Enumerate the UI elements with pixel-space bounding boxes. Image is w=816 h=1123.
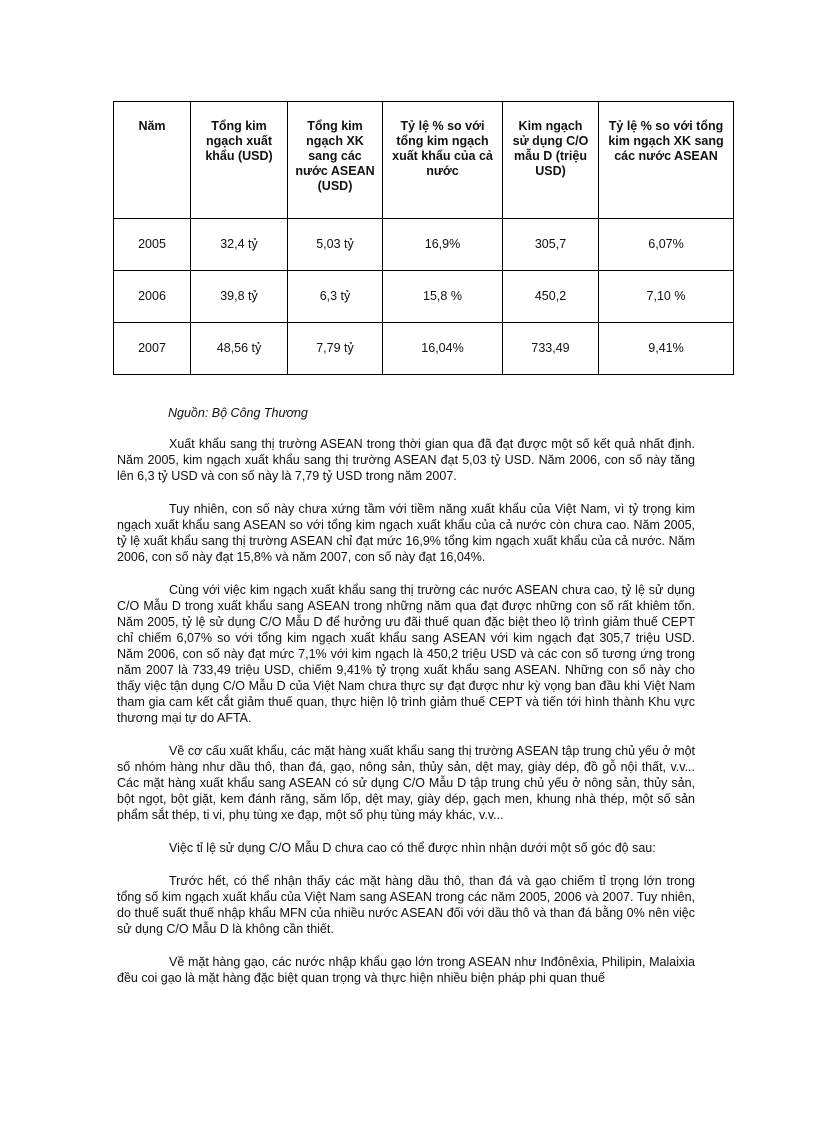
- table-cell: 48,56 tỷ: [191, 323, 288, 375]
- table-row: [114, 323, 734, 375]
- header-total-export: Tổng kim ngạch xuất khẩu (USD): [191, 102, 288, 219]
- table-cell: 2006: [114, 271, 191, 323]
- source-note: Nguồn: Bộ Công Thương: [168, 406, 308, 420]
- header-year: Năm: [114, 102, 191, 219]
- table-cell: 733,49: [503, 323, 599, 375]
- table-cell: 2005: [114, 219, 191, 271]
- table-cell: 6,3 tỷ: [288, 271, 383, 323]
- table-cell: 5,03 tỷ: [288, 219, 383, 271]
- table-cell: 305,7: [503, 219, 599, 271]
- table-cell: 2007: [114, 323, 191, 375]
- table-cell: 16,04%: [383, 323, 503, 375]
- paragraph: Về mặt hàng gạo, các nước nhập khẩu gạo lớn trong ASEAN như Inđônêxia, Philipin, Malaixia đều coi gạo là mặt hàng đặc biệt quan trọng và thực hiện nhiều biện pháp phi quan thuế: [117, 955, 695, 985]
- table-cell: 6,07%: [599, 219, 734, 271]
- paragraph: Xuất khẩu sang thị trường ASEAN trong thời gian qua đã đạt được một số kết quả nhất định. Năm 2005, kim ngạch xuất khẩu sang thị trường ASEAN đạt 5,03 tỷ USD. Năm 2006, con số này tăng lên 6,3 tỷ USD và con số này là 7,79 tỷ USD trong năm 2007.: [117, 437, 695, 483]
- table-row: [114, 219, 734, 271]
- table-cell: 450,2: [503, 271, 599, 323]
- table-row: [114, 271, 734, 323]
- header-share-of-asean: Tỷ lệ % so với tổng kim ngạch XK sang các nước ASEAN: [599, 102, 734, 219]
- table-cell: 39,8 tỷ: [191, 271, 288, 323]
- table-cell: 16,9%: [383, 219, 503, 271]
- export-statistics-table: [113, 101, 734, 375]
- table-cell: 7,10 %: [599, 271, 734, 323]
- header-asean-export: Tổng kim ngạch XK sang các nước ASEAN (USD): [288, 102, 383, 219]
- header-co-form-d-value: Kim ngạch sử dụng C/O mẫu D (triệu USD): [503, 102, 599, 219]
- table-cell: 7,79 tỷ: [288, 323, 383, 375]
- paragraph: Trước hết, có thể nhận thấy các mặt hàng dầu thô, than đá và gạo chiếm tỉ trọng lớn trong tổng số kim ngạch xuất khẩu của Việt Nam sang ASEAN trong các năm 2005, 2006 và 2007. Tuy nhiên, do thuế suất thuế nhập khẩu MFN của nhiều nước ASEAN đối với dầu thô và than đá bằng 0% nên việc sử dụng C/O Mẫu D là không cần thiết.: [117, 874, 695, 936]
- paragraph: Cùng với việc kim ngạch xuất khẩu sang thị trường các nước ASEAN chưa cao, tỷ lệ sử dụng C/O Mẫu D trong xuất khẩu sang ASEAN trong những năm qua đạt được những con số rất khiêm tốn. Năm 2005, tỷ lệ sử dụng C/O Mẫu D để hưởng ưu đãi thuế quan đặc biệt theo lộ trình giảm thuế CEPT chỉ chiếm 6,07% so với tổng kim ngạch xuất khẩu sang ASEAN với kim ngạch đạt 305,7 triệu USD. Năm 2006, con số này đạt mức 7,1% với kim ngạch là 450,2 triệu USD và các con số tương ứng trong năm 2007 là 733,49 triệu USD, chiếm 9,41% tỷ trọng xuất khẩu sang ASEAN. Những con số này cho thấy việc tận dụng C/O Mẫu D của Việt Nam chưa thực sự đạt được như kỳ vọng ban đầu khi Việt Nam tham gia cam kết cắt giảm thuế quan, thực hiện lộ trình giảm thuế CEPT và tiến tới hình thành Khu vực thương mại tự do AFTA.: [117, 583, 695, 725]
- table-header-row: [114, 102, 734, 219]
- paragraph: Tuy nhiên, con số này chưa xứng tầm với tiềm năng xuất khẩu của Việt Nam, vì tỷ trọng kim ngạch xuất khẩu sang ASEAN so với tổng kim ngạch xuất khẩu của cả nước còn chưa cao. Năm 2005, tỷ lệ xuất khẩu sang thị trường ASEAN chỉ đạt mức 16,9% tổng kim ngạch xuất khẩu của cả nước. Năm 2006, con số này đạt 15,8% và năm 2007, con số này đạt 16,04%.: [117, 502, 695, 564]
- table-cell: 32,4 tỷ: [191, 219, 288, 271]
- paragraph: Việc tỉ lệ sử dụng C/O Mẫu D chưa cao có thể được nhìn nhận dưới một số góc độ sau:: [169, 841, 656, 855]
- header-share-of-total: Tỷ lệ % so với tổng kim ngạch xuất khẩu của cả nước: [383, 102, 503, 219]
- paragraph: Về cơ cấu xuất khẩu, các mặt hàng xuất khẩu sang thị trường ASEAN tập trung chủ yếu ở một số nhóm hàng như dầu thô, than đá, gạo, nông sản, thủy sản, dệt may, giày dép, đồ gỗ nội thất, v.v... Các mặt hàng xuất khẩu sang ASEAN có sử dụng C/O Mẫu D tập trung chủ yếu ở nông sản, thủy sản, bột ngọt, bột giặt, kem đánh răng, săm lốp, dệt may, giày dép, gạch men, khung nhà thép, một số sản phẩm sắt thép, ti vi, phụ tùng xe đạp, một số phụ tùng máy khác, v.v...: [117, 744, 695, 822]
- body-text: [117, 436, 695, 1003]
- table-cell: 15,8 %: [383, 271, 503, 323]
- table-cell: 9,41%: [599, 323, 734, 375]
